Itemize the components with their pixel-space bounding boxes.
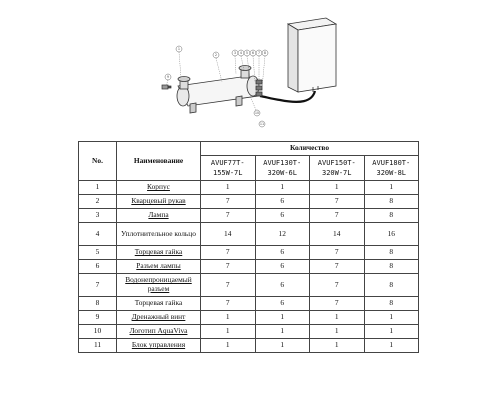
quantity-cell: 7 [201, 209, 256, 223]
quantity-cell: 1 [364, 311, 419, 325]
table-header-row [79, 142, 419, 156]
row-number: 6 [79, 260, 117, 274]
row-number: 10 [79, 325, 117, 339]
part-name: Торцевая гайка [117, 246, 201, 260]
quantity-cell: 7 [310, 246, 365, 260]
table-row [79, 339, 419, 353]
quantity-cell: 7 [201, 246, 256, 260]
table-row [79, 223, 419, 246]
part-name: Кварцевый рукав [117, 195, 201, 209]
quantity-cell: 7 [310, 260, 365, 274]
quantity-cell: 1 [364, 325, 419, 339]
callout-label: 3 [233, 51, 237, 56]
callout-label: 6 [251, 51, 255, 56]
header-model: AVUF130T- 320W-6L [255, 156, 310, 181]
row-number: 11 [79, 339, 117, 353]
quantity-cell: 1 [201, 311, 256, 325]
table-row [79, 260, 419, 274]
row-number: 2 [79, 195, 117, 209]
part-name: Логотип AquaViva [117, 325, 201, 339]
row-number: 4 [79, 223, 117, 246]
drain-screw-drawing [162, 85, 171, 89]
quantity-cell: 6 [255, 274, 310, 297]
housing-tube-drawing [177, 66, 262, 114]
header-name: Наименование [117, 142, 201, 181]
parts-quantity-table [78, 141, 419, 353]
quantity-cell: 7 [310, 195, 365, 209]
callout-label: 8 [263, 51, 267, 56]
callout-label: 7 [257, 51, 261, 56]
part-name: Разъем лампы [117, 260, 201, 274]
control-box-drawing [288, 18, 336, 92]
table-row [79, 274, 419, 297]
header-quantity: Количество [201, 142, 419, 156]
header-model: AVUF180T- 320W-8L [364, 156, 419, 181]
quantity-cell: 7 [310, 297, 365, 311]
callout-label: 10 [254, 111, 260, 116]
part-name: Водонепроницаемый разъем [117, 274, 201, 297]
quantity-cell: 1 [255, 325, 310, 339]
quantity-cell: 8 [364, 195, 419, 209]
quantity-cell: 14 [201, 223, 256, 246]
row-number: 8 [79, 297, 117, 311]
part-name: Уплотнительное кольцо [117, 223, 201, 246]
quantity-cell: 7 [201, 297, 256, 311]
callout-label: 1 [177, 47, 181, 52]
table-row [79, 325, 419, 339]
quantity-cell: 1 [201, 181, 256, 195]
callout-label: 9 [166, 75, 170, 80]
quantity-cell: 7 [201, 274, 256, 297]
table-row [79, 311, 419, 325]
power-cable-drawing [260, 91, 315, 102]
quantity-cell: 1 [255, 339, 310, 353]
header-model: AVUF150T- 320W-7L [310, 156, 365, 181]
callout-label: 2 [214, 53, 218, 58]
quantity-cell: 1 [255, 181, 310, 195]
quantity-cell: 6 [255, 297, 310, 311]
part-name: Корпус [117, 181, 201, 195]
uv-sterilizer-exploded-drawing [0, 0, 500, 140]
table-row [79, 181, 419, 195]
quantity-cell: 1 [364, 181, 419, 195]
table-row [79, 195, 419, 209]
quantity-cell: 8 [364, 260, 419, 274]
quantity-cell: 6 [255, 195, 310, 209]
header-number: No. [79, 142, 117, 181]
header-model: AVUF77T- 155W-7L [201, 156, 256, 181]
quantity-cell: 8 [364, 246, 419, 260]
quantity-cell: 1 [201, 325, 256, 339]
table-row [79, 246, 419, 260]
callout-label: 11 [259, 122, 265, 127]
table-row [79, 297, 419, 311]
quantity-cell: 7 [310, 209, 365, 223]
part-name: Торцевая гайка [117, 297, 201, 311]
row-number: 1 [79, 181, 117, 195]
quantity-cell: 1 [310, 339, 365, 353]
callout-label: 5 [245, 51, 249, 56]
part-name: Лампа [117, 209, 201, 223]
quantity-cell: 1 [310, 325, 365, 339]
table-row [79, 209, 419, 223]
quantity-cell: 8 [364, 297, 419, 311]
quantity-cell: 7 [310, 274, 365, 297]
quantity-cell: 6 [255, 209, 310, 223]
quantity-cell: 16 [364, 223, 419, 246]
quantity-cell: 8 [364, 274, 419, 297]
row-number: 3 [79, 209, 117, 223]
quantity-cell: 1 [201, 339, 256, 353]
quantity-cell: 8 [364, 209, 419, 223]
quantity-cell: 1 [310, 181, 365, 195]
quantity-cell: 1 [310, 311, 365, 325]
quantity-cell: 14 [310, 223, 365, 246]
quantity-cell: 7 [201, 195, 256, 209]
part-name: Блок управления [117, 339, 201, 353]
callout-label: 4 [239, 51, 243, 56]
quantity-cell: 6 [255, 260, 310, 274]
quantity-cell: 1 [364, 339, 419, 353]
row-number: 5 [79, 246, 117, 260]
row-number: 7 [79, 274, 117, 297]
part-name: Дренажный винт [117, 311, 201, 325]
quantity-cell: 1 [255, 311, 310, 325]
row-number: 9 [79, 311, 117, 325]
quantity-cell: 12 [255, 223, 310, 246]
quantity-cell: 7 [201, 260, 256, 274]
quantity-cell: 6 [255, 246, 310, 260]
